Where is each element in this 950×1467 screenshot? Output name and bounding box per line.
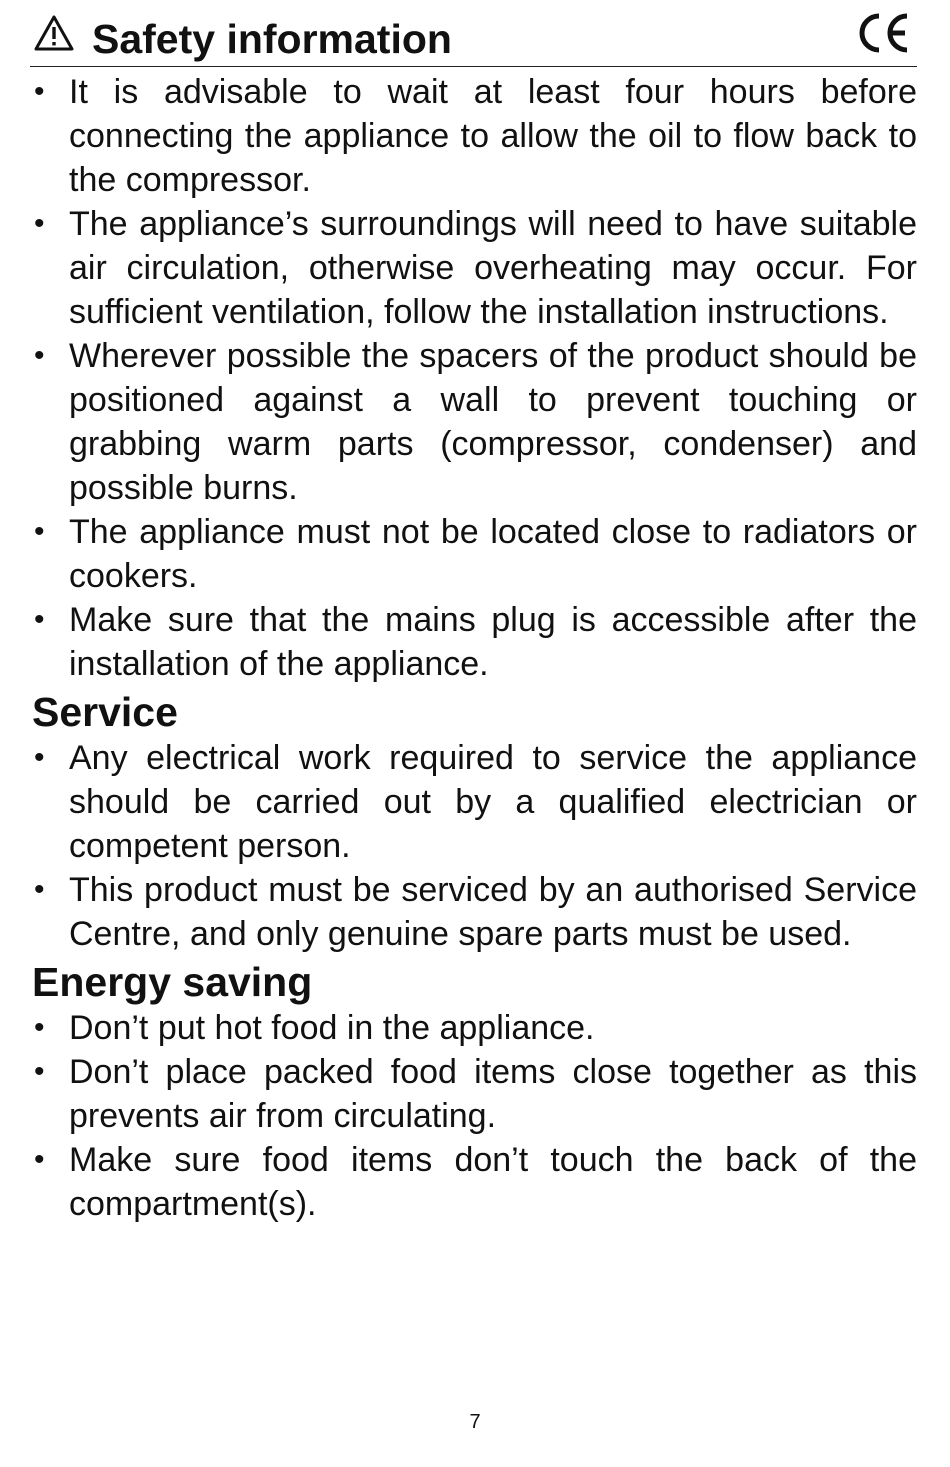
- page-number: 7: [469, 1411, 481, 1433]
- list-item: • This product must be serviced by an authorised Service Centre, and only genuine spare parts must be used.: [32, 868, 917, 956]
- bullet-icon: •: [34, 741, 45, 774]
- page-title: Safety information: [92, 16, 452, 62]
- list-item: • Any electrical work required to service the appliance should be carried out by a qualified electrician or competent person.: [32, 736, 917, 868]
- safety-list: [32, 70, 917, 686]
- list-item: • Make sure food items don’t touch the back of the compartment(s).: [32, 1138, 917, 1226]
- energy-saving-list: [32, 1006, 917, 1226]
- bullet-icon: •: [34, 603, 45, 636]
- list-item: • Don’t put hot food in the appliance.: [32, 1006, 917, 1050]
- bullet-icon: •: [34, 1055, 45, 1088]
- list-item: • The appliance’s surroundings will need to have suitable air circulation, otherwise overheating may occur. For sufficient ventilation, follow the installation instructions.: [32, 202, 917, 334]
- section-heading-service: Service: [32, 689, 178, 735]
- list-item: • The appliance must not be located close to radiators or cookers.: [32, 510, 917, 598]
- list-item: • Wherever possible the spacers of the product should be positioned against a wall to prevent touching or grabbing warm parts (compressor, condenser) and possible burns.: [32, 334, 917, 510]
- bullet-icon: •: [34, 339, 45, 372]
- bullet-icon: •: [34, 515, 45, 548]
- bullet-icon: •: [34, 75, 45, 108]
- bullet-icon: •: [34, 1011, 45, 1044]
- service-list: [32, 736, 917, 956]
- list-item: • It is advisable to wait at least four hours before connecting the appliance to allow the oil to flow back to the compressor.: [32, 70, 917, 202]
- warning-triangle-icon: [33, 14, 75, 52]
- page-header: [30, 8, 917, 67]
- bullet-icon: •: [34, 1143, 45, 1176]
- bullet-icon: •: [34, 207, 45, 240]
- page-content: [32, 70, 917, 1226]
- section-heading-energy-saving: Energy saving: [32, 959, 313, 1005]
- list-item: • Make sure that the mains plug is accessible after the installation of the appliance.: [32, 598, 917, 686]
- bullet-icon: •: [34, 873, 45, 906]
- list-item: • Don’t place packed food items close together as this prevents air from circulating.: [32, 1050, 917, 1138]
- ce-mark-icon: [855, 10, 911, 56]
